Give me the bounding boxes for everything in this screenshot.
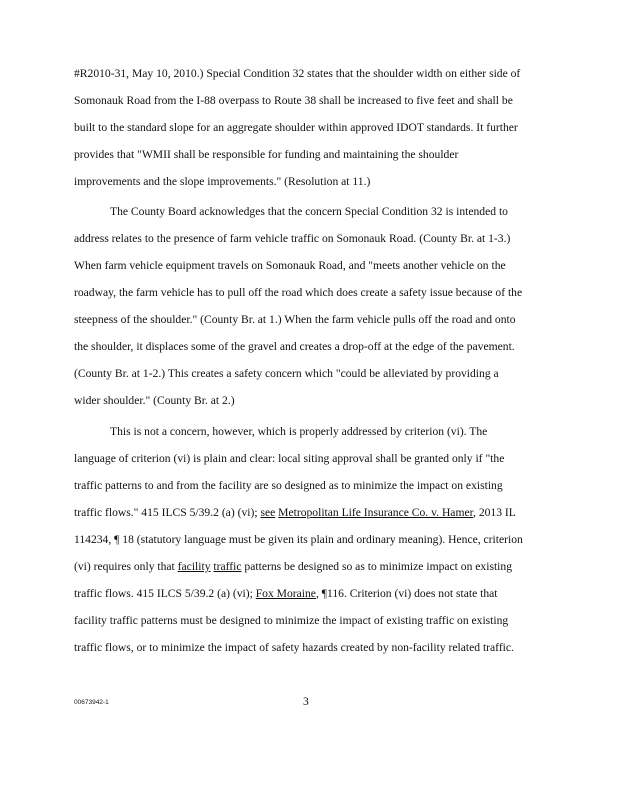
document-id: 00673942-1 <box>74 699 109 706</box>
text-line <box>74 506 516 520</box>
text-line: roadway, the farm vehicle has to pull off the road which does create a safety issue because of the <box>74 286 523 299</box>
emphasis-facility: facility <box>177 560 211 573</box>
text-line <box>74 587 498 601</box>
text-line: 114234, ¶ 18 (statutory language must be given its plain and ordinary meaning). Hence, criterion <box>74 533 523 546</box>
text-line: Somonauk Road from the I-88 overpass to Route 38 shall be increased to five feet and shall be <box>74 94 513 107</box>
text-line: address relates to the presence of farm vehicle traffic on Somonauk Road. (County Br. at 1-3.) <box>74 232 511 245</box>
text-line: The County Board acknowledges that the concern Special Condition 32 is intended to <box>110 205 508 218</box>
text-line: When farm vehicle equipment travels on Somonauk Road, and "meets another vehicle on the <box>74 259 506 272</box>
text-run: traffic flows." 415 ILCS 5/39.2 (a) (vi); <box>74 506 261 519</box>
citation-signal: see <box>260 506 276 519</box>
text-line: (County Br. at 1-2.) This creates a safety concern which "could be alleviated by providing a <box>74 367 499 380</box>
text-line: the shoulder, it displaces some of the gravel and creates a drop-off at the edge of the pavement. <box>74 340 515 353</box>
text-line: facility traffic patterns must be designed to minimize the impact of existing traffic on existing <box>74 614 509 627</box>
text-line: traffic patterns to and from the facility are so designed as to minimize the impact on existing <box>74 479 503 492</box>
text-line: built to the standard slope for an aggregate shoulder within approved IDOT standards. It further <box>74 121 518 134</box>
case-citation: Fox Moraine <box>255 587 316 600</box>
text-run: , 2013 IL <box>473 506 516 519</box>
text-line: provides that "WMII shall be responsible for funding and maintaining the shoulder <box>74 148 459 161</box>
text-line: language of criterion (vi) is plain and clear: local siting approval shall be granted only if "the <box>74 452 505 465</box>
text-run: traffic flows. 415 ILCS 5/39.2 (a) (vi); <box>74 587 256 600</box>
text-run: , ¶116. Criterion (vi) does not state that <box>315 587 498 600</box>
text-line: This is not a concern, however, which is properly addressed by criterion (vi). The <box>110 425 488 438</box>
emphasis-traffic: traffic <box>213 560 242 573</box>
text-run: (vi) requires only that <box>74 560 178 573</box>
text-line: steepness of the shoulder." (County Br. at 1.) When the farm vehicle pulls off the road and onto <box>74 313 516 326</box>
text-line: wider shoulder." (County Br. at 2.) <box>74 394 235 407</box>
text-line: #R2010-31, May 10, 2010.) Special Condition 32 states that the shoulder width on either side of <box>74 67 521 80</box>
text-run: patterns be designed so as to minimize impact on existing <box>241 560 512 573</box>
case-citation: Metropolitan Life Insurance Co. v. Hamer <box>278 506 474 519</box>
text-line: improvements and the slope improvements." (Resolution at 11.) <box>74 175 371 188</box>
text-line <box>74 560 512 574</box>
page-number: 3 <box>303 695 309 708</box>
text-line: traffic flows, or to minimize the impact of safety hazards created by non-facility related traffic. <box>74 641 514 654</box>
